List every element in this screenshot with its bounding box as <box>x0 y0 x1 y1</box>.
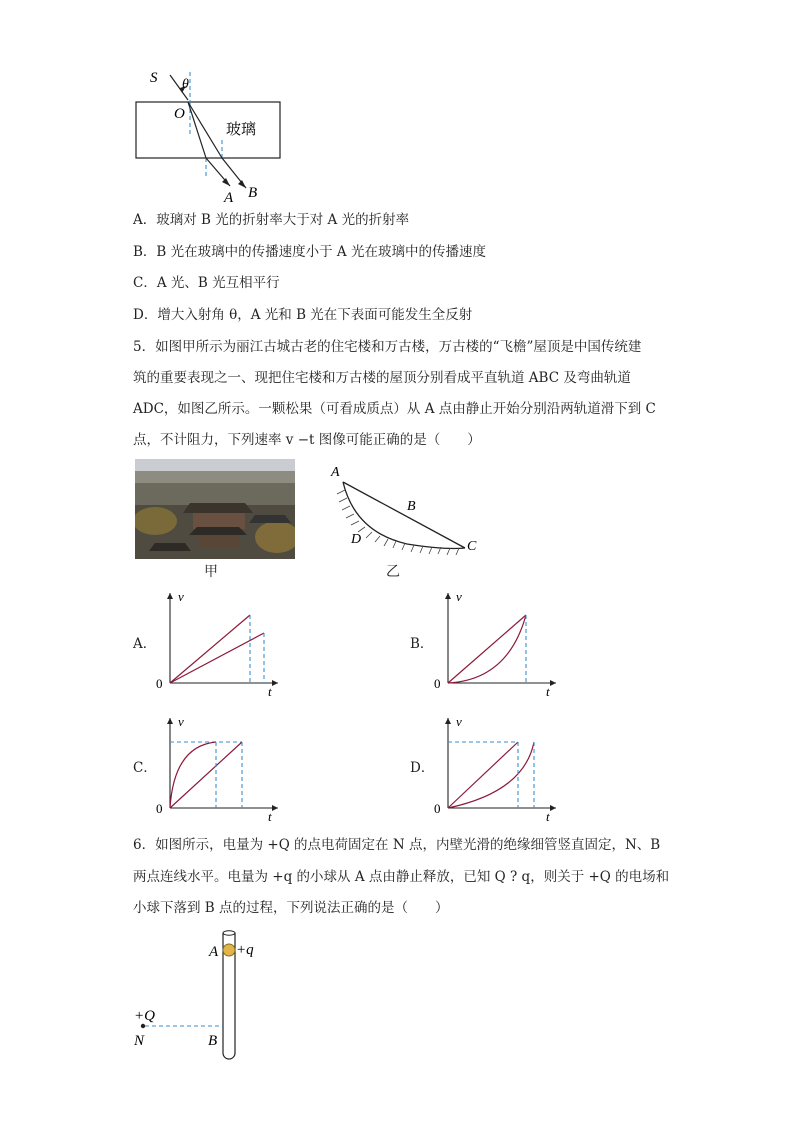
tube-charge-diagram <box>130 925 280 1070</box>
label-theta: θ <box>182 77 189 92</box>
q4-option-c[interactable]: C．A 光、B 光互相平行 <box>133 275 280 291</box>
graph-a-v-label: v <box>178 589 184 604</box>
q6-line-1: 6．如图所示，电量为 +Q 的点电荷固定在 N 点，内壁光滑的绝缘细管竖直固定，N、B <box>133 837 661 853</box>
vt-graph-d <box>428 710 563 822</box>
graph-a-origin: 0 <box>156 676 163 691</box>
tube-label-A: A <box>209 944 219 960</box>
q5-option-d-label[interactable]: D． <box>410 760 435 776</box>
tube-label-N: N <box>134 1033 145 1049</box>
yi-label-A: A <box>331 465 340 480</box>
q5-line-1: 5．如图甲所示为丽江古城古老的住宅楼和万古楼，万古楼的“飞檐”屋顶是中国传统建 <box>133 339 642 355</box>
tube-label-plus-q: +q <box>236 942 254 958</box>
graph-b-t-label: t <box>546 684 550 697</box>
label-B: B <box>248 185 258 201</box>
track-diagram-yi <box>325 460 490 585</box>
q4-option-b[interactable]: B．B 光在玻璃中的传播速度小于 A 光在玻璃中的传播速度 <box>133 244 486 260</box>
q6-line-2: 两点连线水平。电量为 +q 的小球从 A 点由静止释放，已知 Q ? q，则关于 +Q 的电场和 <box>133 869 670 885</box>
label-jia: 甲 <box>204 564 218 580</box>
q5-line-4: 点，不计阻力，下列速率 v −t 图像可能正确的是（ ） <box>133 432 481 448</box>
label-S: S <box>150 70 158 86</box>
tube-label-plus-Q: +Q <box>134 1008 155 1024</box>
graph-a-t-label: t <box>268 684 272 697</box>
graph-c-t-label: t <box>268 809 272 822</box>
graph-b-v-label: v <box>456 589 462 604</box>
label-A: A <box>224 190 234 205</box>
q5-line-3: ADC，如图乙所示。一颗松果（可看成质点）从 A 点由静止开始分别沿两轨道滑下到 C <box>133 401 656 417</box>
charge-point-N <box>141 1024 145 1028</box>
yi-label-C: C <box>467 539 477 554</box>
q4-option-a[interactable]: A．玻璃对 B 光的折射率大于对 A 光的折射率 <box>133 212 410 228</box>
yi-label-D: D <box>351 532 362 547</box>
graph-b-origin: 0 <box>434 676 441 691</box>
graph-d-v-label: v <box>456 714 462 729</box>
label-yi: 乙 <box>386 564 400 580</box>
q5-line-2: 筑的重要表现之一、现把住宅楼和万古楼的屋顶分别看成平直轨道 ABC 及弯曲轨道 <box>133 370 631 386</box>
q5-option-a-label[interactable]: A． <box>133 636 157 652</box>
q6-line-3: 小球下落到 B 点的过程，下列说法正确的是（ ） <box>133 900 449 916</box>
label-O: O <box>174 106 185 122</box>
vt-graph-b <box>428 585 563 697</box>
q4-option-d[interactable]: D．增大入射角 θ，A 光和 B 光在下表面可能发生全反射 <box>133 307 473 323</box>
tube-label-B: B <box>208 1033 218 1049</box>
glass-refraction-diagram <box>130 60 290 205</box>
graph-c-v-label: v <box>178 714 184 729</box>
vt-graph-a <box>150 585 285 697</box>
label-glass: 玻璃 <box>226 122 257 138</box>
lijiang-town-photo <box>135 459 295 559</box>
q5-option-b-label[interactable]: B． <box>410 636 434 652</box>
graph-d-origin: 0 <box>434 801 441 816</box>
yi-label-B: B <box>407 499 416 514</box>
graph-c-origin: 0 <box>156 801 163 816</box>
vt-graph-c <box>150 710 285 822</box>
q5-option-c-label[interactable]: C． <box>133 760 157 776</box>
graph-d-t-label: t <box>546 809 550 822</box>
